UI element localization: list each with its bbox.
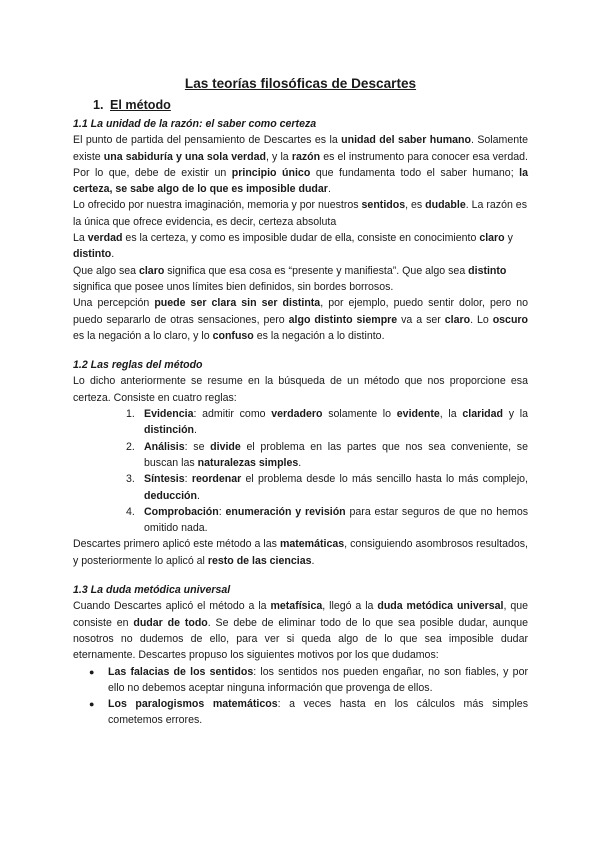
rule-item-sintesis: 3. Síntesis: reordenar el problema desde lo más sencillo hasta lo más complejo, deducción. xyxy=(126,473,529,502)
document-title: Las teorías filosóficas de Descartes xyxy=(184,76,417,91)
section-heading-metodo xyxy=(93,96,528,114)
section-number: 1. xyxy=(93,98,104,112)
motives-list xyxy=(73,664,528,729)
paragraph-unidad-saber: El punto de partida del pensamiento de Descartes es la unidad del saber humano. Solamente existe una sabiduría y una sola verdad, y la razón es el instrumento para conocer esa verdad. Por lo que, debe de existir un principio único que fundamenta todo el saber humano; la certeza, se sabe algo de lo que es imposible dudar. xyxy=(73,134,529,196)
paragraph-reglas-outro: Descartes primero aplicó este método a las matemáticas, consiguiendo asombrosos resultados, y posteriormente lo aplicó al resto de las ciencias. xyxy=(73,538,529,567)
section-title: El método xyxy=(110,98,171,112)
document-body xyxy=(73,74,528,729)
rules-list xyxy=(73,406,528,536)
paragraph-verdad: La verdad es la certeza, y como es imposible dudar de ella, consiste en conocimiento claro y distinto. xyxy=(73,232,513,261)
subsection-heading-unidad: 1.1 La unidad de la razón: el saber como certeza xyxy=(73,118,317,130)
rule-item-analisis: 2. Análisis: se divide el problema en las partes que nos sea conveniente, se buscan las naturalezas simples. xyxy=(126,440,528,469)
paragraph-sentidos-dudables: Lo ofrecido por nuestra imaginación, memoria y por nuestros sentidos, es dudable. La razón es la única que ofrece evidencia, es decir, certeza absoluta xyxy=(73,199,527,228)
paragraph-claro-distinto: Que algo sea claro significa que esa cosa es “presente y manifiesta”. Que algo sea distinto significa que posee unos límites bien definidos, sin bordes borrosos. xyxy=(73,264,507,293)
motive-item-falacias: ● Las falacias de los sentidos: los sentidos nos pueden engañar, no son fiables, y por ello no debemos aceptar ninguna información que provenga de ellos. xyxy=(89,665,528,694)
motive-item-paralogismos: ● Los paralogismos matemáticos: a veces hasta en los cálculos más simples cometemos errores. xyxy=(89,698,528,727)
paragraph-duda-metodica: Cuando Descartes aplicó el método a la metafísica, llegó a la duda metódica universal, que consiste en dudar de todo. Se debe de eliminar todo de lo que sea posible dudar, aunque nosotros no dudemos de ello, para ver si queda algo de lo que sea imposible dudar eternamente. Descartes propuso los siguientes motivos por los que dudamos: xyxy=(73,600,528,662)
subsection-heading-duda: 1.3 La duda metódica universal xyxy=(73,584,231,597)
bullet-icon: ● xyxy=(89,666,95,677)
paragraph-percepcion: Una percepción puede ser clara sin ser distinta, por ejemplo, puedo sentir dolor, pero no puedo separarlo de otras sensaciones, pero algo distinto siempre va a ser claro. Lo oscuro es la negación a lo claro, y lo confuso es la negación a lo distinto. xyxy=(73,297,529,342)
bullet-icon: ● xyxy=(89,699,95,710)
paragraph-reglas-intro: Lo dicho anteriormente se resume en la búsqueda de un método que nos proporcione esa certeza. Consiste en cuatro reglas: xyxy=(73,375,528,404)
rule-item-evidencia: 1. Evidencia: admitir como verdadero solamente lo evidente, la claridad y la distinción. xyxy=(126,408,529,437)
subsection-heading-reglas: 1.2 Las reglas del método xyxy=(73,359,203,372)
rule-item-comprobacion: 4. Comprobación: enumeración y revisión para estar seguros de que no hemos omitido nada. xyxy=(126,505,529,535)
